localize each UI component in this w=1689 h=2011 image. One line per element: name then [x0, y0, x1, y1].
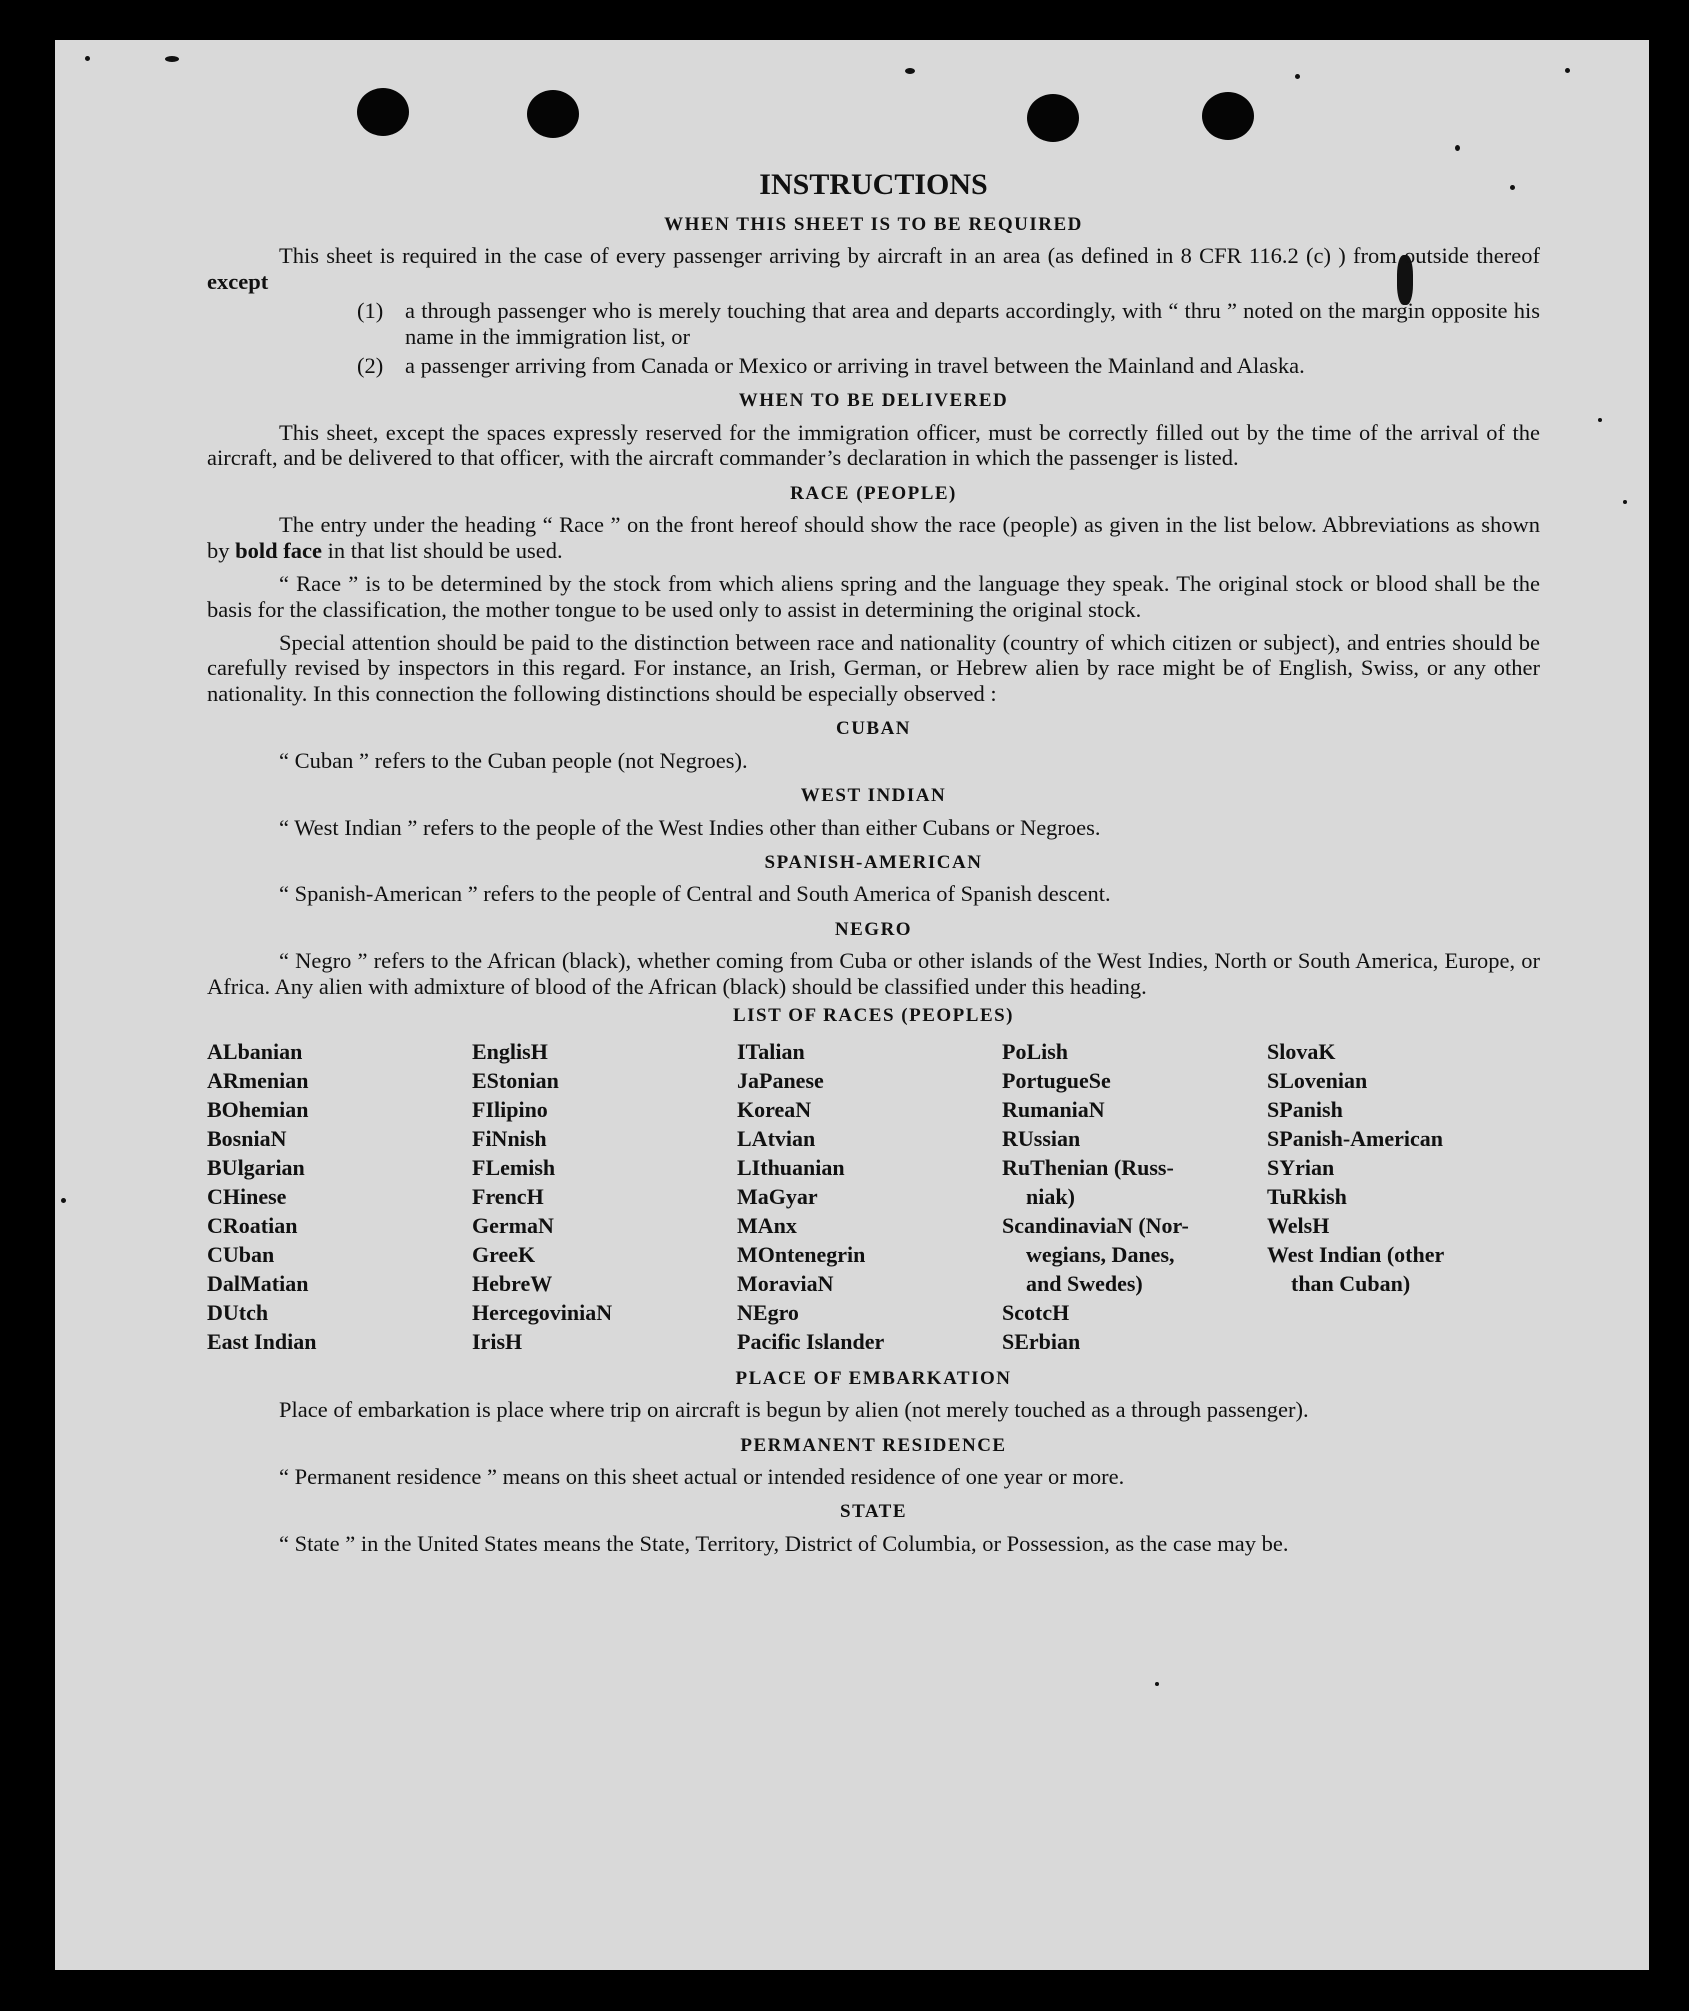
heading-state: STATE: [840, 1501, 907, 1523]
heading-when-required: WHEN THIS SHEET IS TO BE REQUIRED: [664, 213, 1083, 235]
race-entry: East Indian: [207, 1328, 317, 1354]
race-entry: DalMatian: [207, 1270, 309, 1296]
races-column: [1002, 1037, 1267, 1356]
when-delivered-text: This sheet, except the spaces expressly reserved for the immigration officer, must be correctly filled out by the time of the arrival of the aircraft, and be delivered to that officer, with the aircraft commander’s declaration in which the passenger is listed.: [207, 419, 1540, 471]
race-entry: NEgro: [737, 1299, 799, 1325]
race-entry: and Swedes): [1026, 1270, 1143, 1296]
punch-hole: [357, 88, 409, 136]
race-entry: CHinese: [207, 1183, 287, 1209]
heading-race: RACE (PEOPLE): [790, 482, 957, 504]
race-paragraph-1: The entry under the heading “ Race ” on the front hereof should show the race (people) as given in the list below. Abbreviations as shown by bold face in that list should be used.: [207, 512, 1540, 563]
cuban-text: “ Cuban ” refers to the Cuban people (not Negroes).: [279, 747, 748, 773]
race-entry: BUlgarian: [207, 1154, 305, 1180]
document-sheet: [55, 40, 1649, 1970]
race-entry: SErbian: [1002, 1328, 1081, 1354]
race-entry: PoLish: [1002, 1038, 1069, 1064]
race-paragraph-2: “ Race ” is to be determined by the stock from which aliens spring and the language they speak. The original stock or blood shall be the basis for the classification, the mother tongue to be used only to assist in determining the original stock.: [207, 571, 1540, 622]
west-indian-text: “ West Indian ” refers to the people of the West Indies other than either Cubans or Negroes.: [279, 814, 1101, 840]
race-entry: wegians, Danes,: [1026, 1241, 1175, 1267]
race-entry: MOntenegrin: [737, 1241, 866, 1267]
speck: [1623, 500, 1627, 504]
speck: [165, 56, 179, 62]
race-entry: ScandinaviaN (Nor-: [1002, 1212, 1189, 1238]
race-entry: RUssian: [1002, 1125, 1081, 1151]
race-entry: HercegoviniaN: [472, 1299, 613, 1325]
race-entry: ARmenian: [207, 1067, 309, 1093]
exception-item: (2) a passenger arriving from Canada or Mexico or arriving in travel between the Mainland and Alaska.: [357, 353, 1305, 379]
race-entry: FrencH: [472, 1183, 544, 1209]
state-text: “ State ” in the United States means the State, Territory, District of Columbia, or Possession, as the case may be.: [279, 1530, 1289, 1556]
race-entry: MoraviaN: [737, 1270, 834, 1296]
race-entry: RuThenian (Russ-: [1002, 1154, 1174, 1180]
speck: [1565, 68, 1570, 73]
race-entry: SLovenian: [1267, 1067, 1368, 1093]
races-column: [472, 1037, 737, 1356]
heading-embarkation: PLACE OF EMBARKATION: [735, 1367, 1012, 1389]
race-entry: KoreaN: [737, 1096, 812, 1122]
speck: [1155, 1682, 1159, 1686]
speck: [1455, 145, 1460, 151]
heading-list-of-races: LIST OF RACES (PEOPLES): [732, 1005, 1015, 1027]
race-entry: CUban: [207, 1241, 275, 1267]
punch-hole: [527, 90, 579, 138]
embarkation-text: Place of embarkation is place where trip on aircraft is begun by alien (not merely touched as a through passenger).: [279, 1397, 1309, 1423]
spanish-american-text: “ Spanish-American ” refers to the people of Central and South America of Spanish descent.: [279, 881, 1111, 907]
race-entry: niak): [1026, 1183, 1075, 1209]
heading-west-indian: WEST INDIAN: [800, 785, 947, 807]
race-entry: FiNnish: [472, 1125, 547, 1151]
speck: [1295, 74, 1300, 79]
speck: [905, 68, 915, 74]
race-entry: MAnx: [737, 1212, 797, 1238]
speck: [61, 1198, 66, 1203]
speck: [85, 56, 90, 61]
race-entry: JaPanese: [737, 1067, 824, 1093]
exception-item: (1) a through passenger who is merely touching that area and departs accordingly, with “ thru ” noted on the margin opposite his name in the immigration list, or: [357, 298, 1540, 349]
race-entry: RumaniaN: [1002, 1096, 1105, 1122]
race-entry: SPanish-American: [1267, 1125, 1444, 1151]
race-entry: PortugueSe: [1002, 1067, 1111, 1093]
page-title: INSTRUCTIONS: [759, 168, 988, 201]
heading-negro: NEGRO: [834, 918, 913, 940]
race-entry: SYrian: [1267, 1154, 1335, 1180]
heading-when-delivered: WHEN TO BE DELIVERED: [738, 390, 1009, 412]
race-entry: BOhemian: [207, 1096, 309, 1122]
heading-cuban: CUBAN: [835, 718, 912, 740]
heading-spanish-american: SPANISH-AMERICAN: [764, 851, 983, 873]
race-entry: than Cuban): [1291, 1270, 1411, 1296]
race-entry: LIthuanian: [737, 1154, 845, 1180]
race-entry: WelsH: [1267, 1212, 1330, 1238]
punch-hole: [1202, 92, 1254, 140]
race-entry: EnglisH: [472, 1038, 548, 1064]
race-entry: GreeK: [472, 1241, 536, 1267]
race-entry: GermaN: [472, 1212, 554, 1238]
race-entry: ITalian: [737, 1038, 805, 1064]
race-entry: West Indian (other: [1267, 1241, 1445, 1267]
punch-hole: [1027, 94, 1079, 142]
race-entry: CRoatian: [207, 1212, 298, 1238]
speck: [1598, 418, 1602, 422]
residence-text: “ Permanent residence ” means on this sheet actual or intended residence of one year or more.: [279, 1464, 1125, 1490]
race-entry: FIlipino: [472, 1096, 548, 1122]
race-entry: ALbanian: [207, 1038, 303, 1064]
race-entry: HebreW: [472, 1270, 553, 1296]
race-entry: IrisH: [472, 1328, 523, 1354]
race-entry: ScotcH: [1002, 1299, 1070, 1325]
races-list: [207, 1037, 1540, 1356]
race-entry: DUtch: [207, 1299, 269, 1325]
race-entry: BosniaN: [207, 1125, 287, 1151]
race-entry: Pacific Islander: [737, 1328, 885, 1354]
races-column: [737, 1037, 1002, 1356]
races-column: [207, 1037, 472, 1356]
race-paragraph-3: Special attention should be paid to the distinction between race and nationality (country of which citizen or subject), and entries should be carefully revised by inspectors in this regard. For instance, an Irish, German, or Hebrew alien by race might be of English, Swiss, or any other nationality. In this connection the following distinctions should be especially observed :: [207, 629, 1540, 706]
race-entry: MaGyar: [737, 1183, 818, 1209]
instructions-content: [207, 168, 1540, 1556]
race-entry: TuRkish: [1267, 1183, 1347, 1209]
race-entry: SPanish: [1267, 1096, 1343, 1122]
heading-residence: PERMANENT RESIDENCE: [740, 1434, 1007, 1456]
negro-text: “ Negro ” refers to the African (black), whether coming from Cuba or other islands of the West Indies, North or South America, Europe, or Africa. Any alien with admixture of blood of the African (black) should be classified under this heading.: [207, 948, 1540, 999]
race-entry: EStonian: [472, 1067, 559, 1093]
race-entry: FLemish: [472, 1154, 556, 1180]
race-entry: SlovaK: [1267, 1038, 1336, 1064]
races-column: [1267, 1037, 1537, 1356]
when-required-intro: This sheet is required in the case of every passenger arriving by aircraft in an area (as defined in 8 CFR 116.2 (c) ) from outside thereof except: [207, 243, 1540, 294]
race-entry: LAtvian: [737, 1125, 816, 1151]
